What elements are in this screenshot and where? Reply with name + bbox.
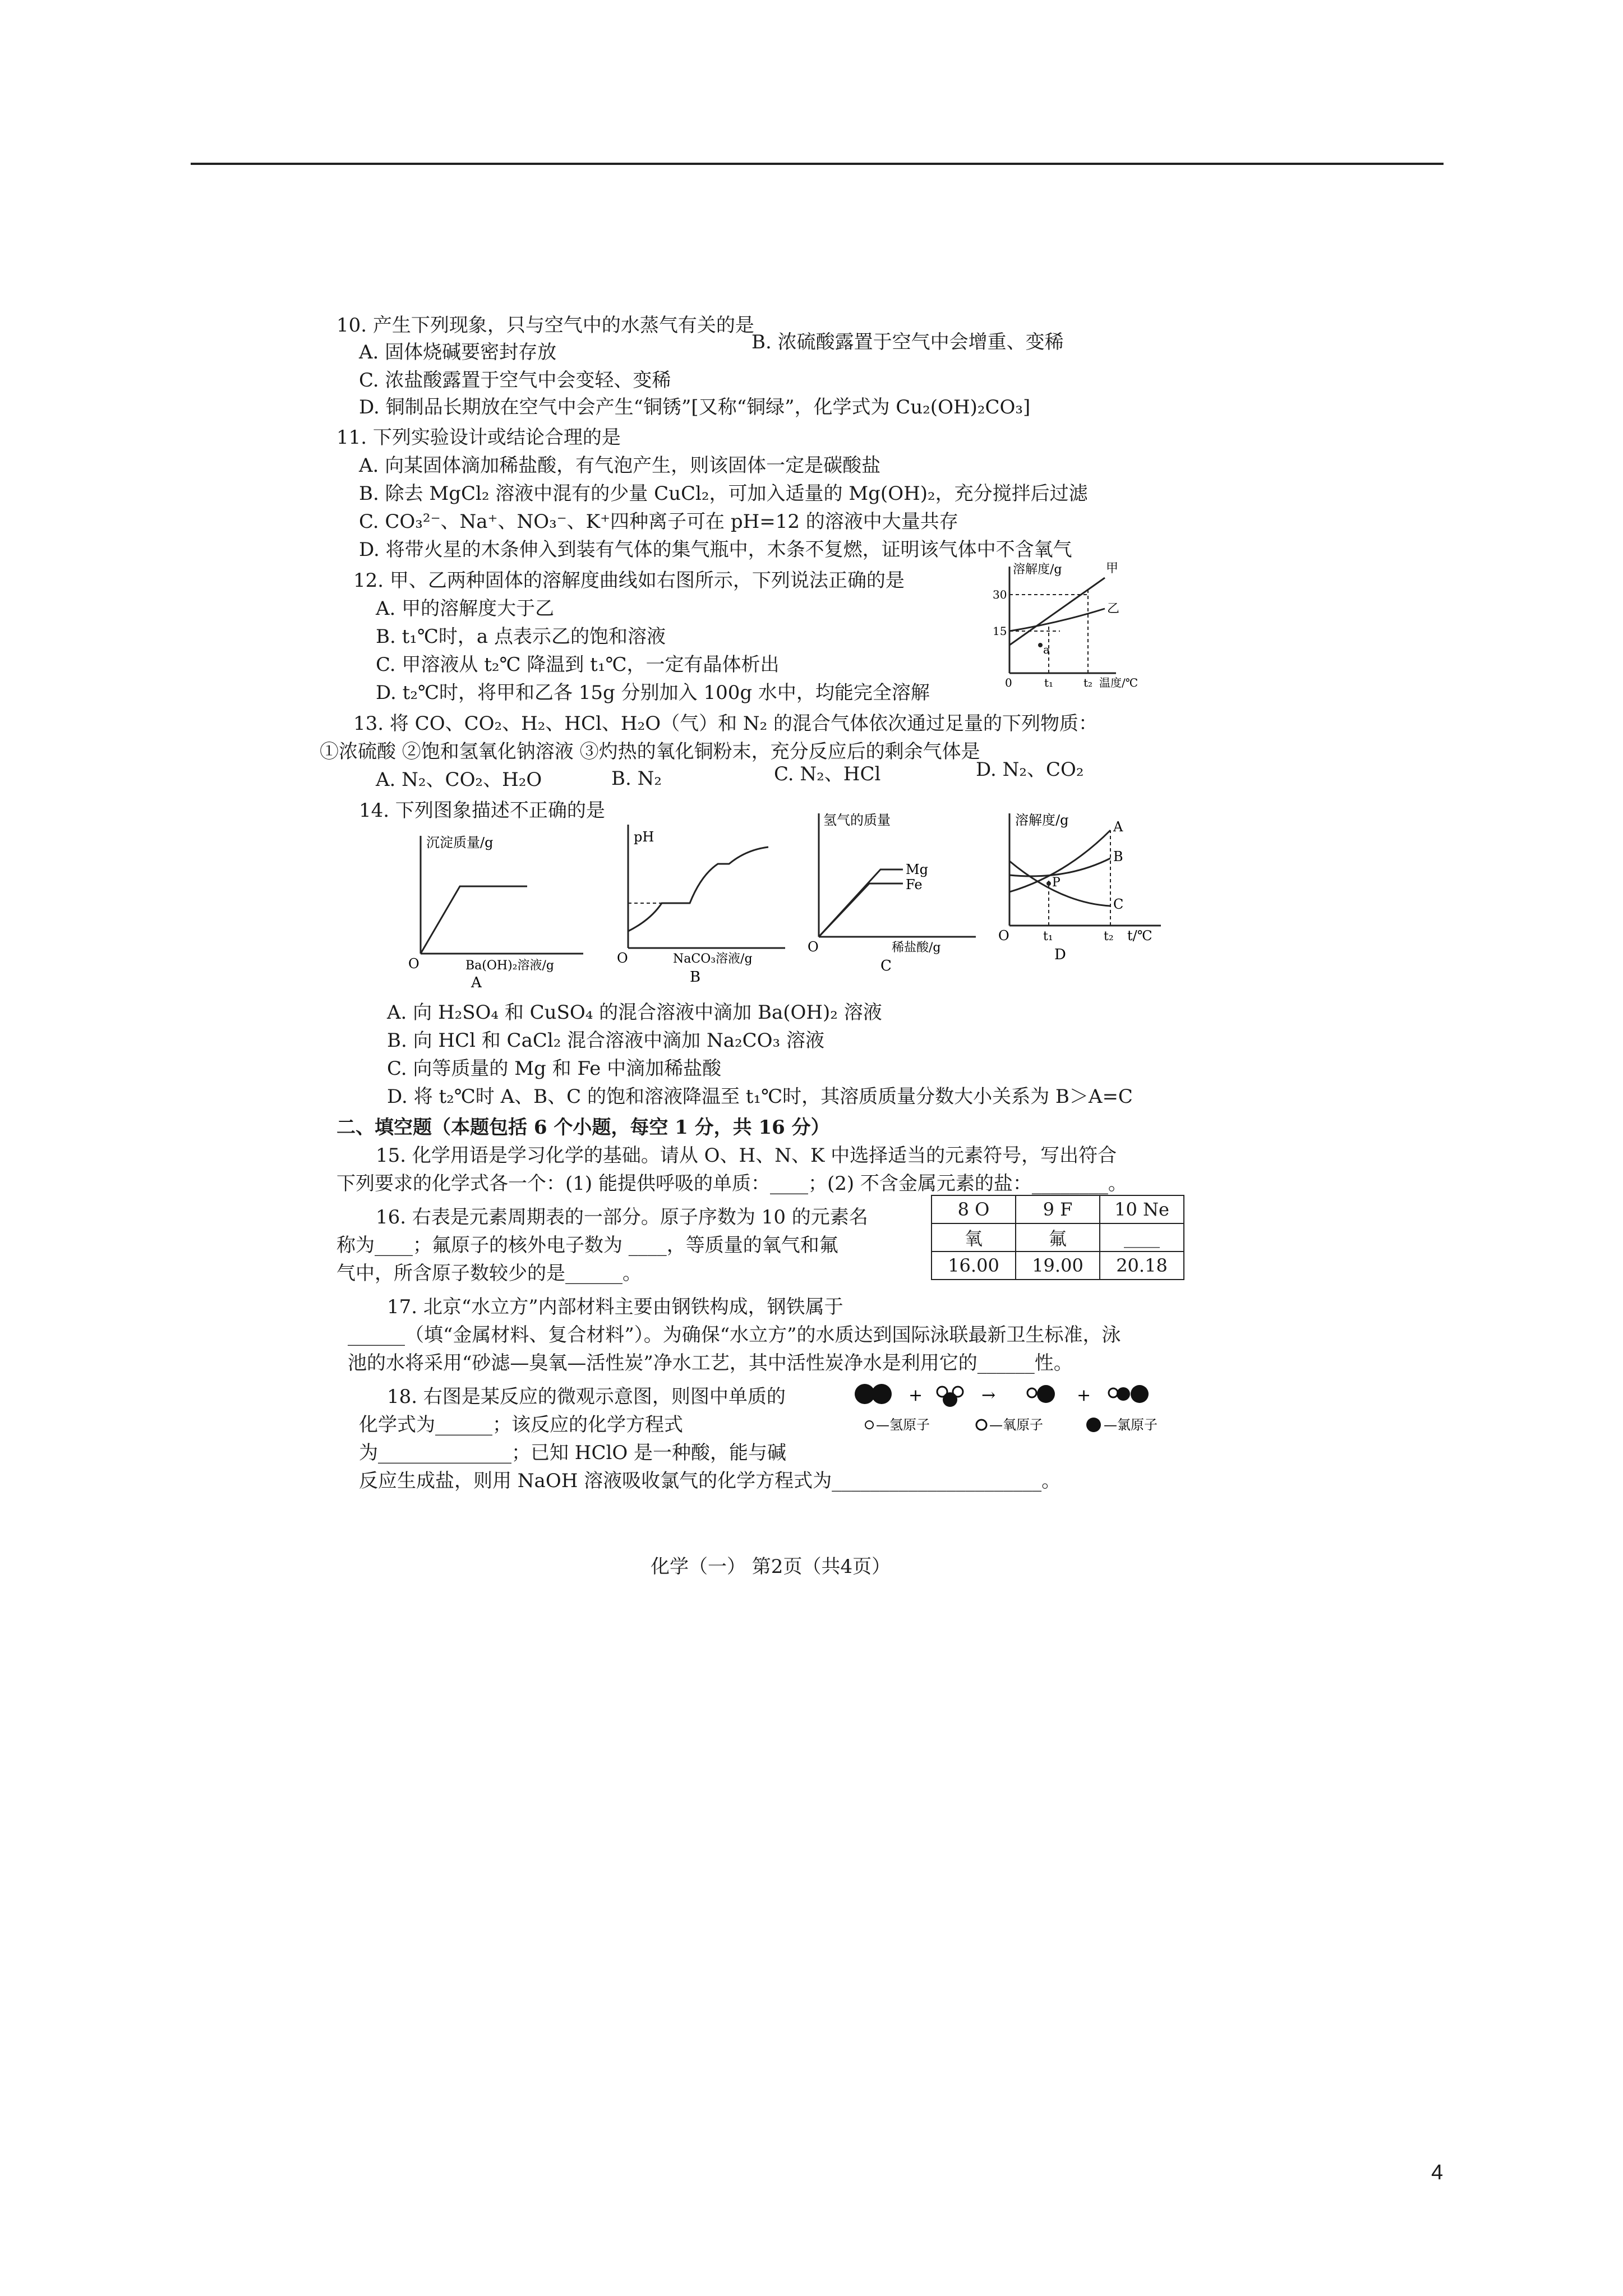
q14b-ylabel: pH	[634, 829, 654, 845]
q12-xtick-t2: t₂	[1083, 676, 1093, 689]
legend-hydrogen-icon	[865, 1421, 873, 1429]
q12-curve-jia	[1009, 578, 1105, 645]
q14c-origin: O	[808, 939, 819, 955]
q14c-fe-line	[819, 884, 903, 937]
q14c-xlabel: 稀盐酸/g	[892, 941, 941, 955]
q12-option-c: C. 甲溶液从 t₂℃ 降温到 t₁℃，一定有晶体析出	[376, 654, 780, 676]
q14a-origin: O	[408, 956, 419, 972]
q14c-ylabel: 氢气的质量	[823, 812, 891, 828]
q18-line-2: 化学式为______；该反应的化学方程式	[359, 1414, 683, 1436]
q17-line-1: 17. 北京“水立方”内部材料主要由钢铁构成，钢铁属于	[387, 1296, 843, 1318]
pt-cell-f-name: 氟	[1016, 1223, 1100, 1251]
oxygen-atom-icon	[943, 1392, 957, 1407]
q13-stem: 13. 将 CO、CO₂、H₂、HCl、H₂O（气）和 N₂ 的混合气体依次通过足量的下列物质：	[353, 712, 1098, 735]
q12-option-b: B. t₁℃时，a 点表示乙的饱和溶液	[376, 625, 666, 648]
q12-option-d: D. t₂℃时，将甲和乙各 15g 分别加入 100g 水中，均能完全溶解	[376, 682, 930, 704]
q14d-label-c: C	[1113, 896, 1124, 912]
q11-option-b: B. 除去 MgCl₂ 溶液中混有的少量 CuCl₂，可加入适量的 Mg(OH)₂，充分搅拌后过滤	[359, 482, 1088, 505]
q11-option-a: A. 向某固体滴加稀盐酸，有气泡产生，则该固体一定是碳酸盐	[359, 454, 881, 477]
q11-option-d: D. 将带火星的木条伸入到装有气体的集气瓶中，木条不复燃，证明该气体中不含氧气	[359, 539, 1072, 561]
periodic-table-fragment	[931, 1195, 1184, 1280]
q12-solubility-chart	[993, 561, 1138, 690]
q14d-point-p: P	[1052, 876, 1061, 890]
q14d-label-a: A	[1113, 819, 1123, 835]
pt-cell-ne-name: ____	[1100, 1223, 1184, 1251]
q12-label-yi: 乙	[1107, 602, 1120, 616]
q14c-label-fe: Fe	[906, 877, 923, 892]
section-2-heading: 二、填空题（本题包括 6 个小题，每空 1 分，共 16 分）	[336, 1116, 830, 1139]
q18-reaction-diagram	[852, 1377, 1211, 1439]
pt-cell-f-symbol: 9 F	[1016, 1195, 1100, 1223]
q14d-label-b: B	[1113, 849, 1123, 864]
q14a-letter: A	[471, 974, 482, 991]
q14-chart-d	[998, 808, 1166, 987]
q12-ytick-15: 15	[993, 624, 1007, 638]
page-number: 4	[1431, 2161, 1444, 2184]
q16-line-1: 16. 右表是元素周期表的一部分。原子序数为 10 的元素名	[376, 1206, 868, 1228]
q14-chart-c	[808, 808, 987, 982]
q10-option-c: C. 浓盐酸露置于空气中会变轻、变稀	[359, 369, 671, 392]
q14-option-d: D. 将 t₂℃时 A、B、C 的饱和溶液降温至 t₁℃时，其溶质质量分数大小关系为 B＞A=C	[387, 1085, 1133, 1108]
q10-option-b: B. 浓硫酸露置于空气中会增重、变稀	[751, 331, 1064, 353]
q13-option-a: A. N₂、CO₂、H₂O	[376, 769, 542, 791]
top-rule	[191, 163, 1444, 165]
pt-cell-o-name: 氧	[932, 1223, 1016, 1251]
q14c-letter: C	[880, 958, 892, 974]
q16-line-3: 气中，所含原子数较少的是______。	[336, 1262, 642, 1285]
q12-xtick-t1: t₁	[1044, 676, 1054, 689]
q13-option-b: B. N₂	[611, 767, 662, 790]
q12-point-a-label: a	[1043, 643, 1050, 656]
legend-hydrogen: —氢原子	[876, 1417, 930, 1433]
q10-option-a: A. 固体烧碱要密封存放	[359, 341, 557, 364]
q14d-xtick-t2: t₂	[1104, 930, 1114, 944]
legend-chlorine: —氯原子	[1104, 1417, 1158, 1433]
chlorine-atom-icon	[872, 1384, 892, 1404]
q14c-mg-line	[819, 869, 903, 937]
pt-cell-f-mass: 19.00	[1016, 1251, 1100, 1280]
q14-chart-b	[617, 819, 791, 987]
q12-xtick-0: 0	[1005, 676, 1012, 689]
q14b-ph-curve	[628, 847, 768, 931]
q17-line-2: ______（填“金属材料、复合材料”）。为确保“水立方”的水质达到国际泳联最新卫生标准，泳	[348, 1324, 1121, 1346]
q12-ylabel: 溶解度/g	[1013, 563, 1062, 577]
pt-cell-ne-symbol: 10 Ne	[1100, 1195, 1184, 1223]
q14b-origin: O	[617, 950, 628, 966]
q18-arrow: →	[981, 1386, 996, 1405]
q18-line-1: 18. 右图是某反应的微观示意图，则图中单质的	[387, 1386, 786, 1408]
legend-oxygen-icon	[976, 1420, 986, 1430]
q12-option-a: A. 甲的溶解度大于乙	[376, 597, 555, 620]
q12-ytick-30: 30	[993, 588, 1007, 601]
q14d-xtick-t1: t₁	[1043, 930, 1053, 944]
q14d-xlabel: t/℃	[1127, 928, 1152, 944]
q17-line-3: 池的水将采用“砂滤—臭氧—活性炭”净水工艺，其中活性炭净水是利用它的______性。	[348, 1352, 1073, 1374]
q14-stem: 14. 下列图象描述不正确的是	[359, 799, 605, 822]
legend-chlorine-icon	[1086, 1418, 1101, 1432]
pt-cell-o-mass: 16.00	[932, 1251, 1016, 1280]
q18-plus-2: +	[1077, 1386, 1091, 1405]
q12-stem: 12. 甲、乙两种固体的溶解度曲线如右图所示，下列说法正确的是	[353, 569, 905, 592]
pt-cell-o-symbol: 8 O	[932, 1195, 1016, 1223]
q15-line-1: 15. 化学用语是学习化学的基础。请从 O、H、N、K 中选择适当的元素符号，写出符合	[376, 1144, 1117, 1167]
q13-option-c: C. N₂、HCl	[774, 763, 881, 785]
q14a-ylabel: 沉淀质量/g	[426, 835, 494, 850]
q14-option-b: B. 向 HCl 和 CaCl₂ 混合溶液中滴加 Na₂CO₃ 溶液	[387, 1029, 824, 1052]
q16-line-2: 称为____；氟原子的核外电子数为 ____，等质量的氧气和氟	[336, 1234, 838, 1257]
q15-line-2: 下列要求的化学式各一个：(1) 能提供呼吸的单质：____；(2) 不含金属元素的盐：________。	[336, 1172, 1127, 1195]
q14d-origin: O	[998, 928, 1009, 944]
q14d-letter: D	[1054, 946, 1066, 963]
q14b-xlabel: NaCO₃溶液/g	[673, 952, 753, 966]
q14-option-c: C. 向等质量的 Mg 和 Fe 中滴加稀盐酸	[387, 1057, 722, 1080]
q14a-precipitate-line	[421, 886, 527, 954]
q13-option-d: D. N₂、CO₂	[976, 758, 1084, 781]
q18-line-4: 反应生成盐，则用 NaOH 溶液吸收氯气的化学方程式为______________________。	[359, 1470, 1061, 1492]
q12-label-jia: 甲	[1106, 562, 1119, 576]
q14-option-a: A. 向 H₂SO₄ 和 CuSO₄ 的混合溶液中滴加 Ba(OH)₂ 溶液	[387, 1001, 882, 1024]
q11-option-c: C. CO₃²⁻、Na⁺、NO₃⁻、K⁺四种离子可在 pH=12 的溶液中大量共存	[359, 510, 958, 533]
legend-oxygen: —氧原子	[989, 1417, 1043, 1433]
q13-stem-2: ①浓硫酸 ②饱和氢氧化钠溶液 ③灼热的氧化铜粉末，充分反应后的剩余气体是	[320, 740, 980, 763]
pt-cell-ne-mass: 20.18	[1100, 1251, 1184, 1280]
q14a-xlabel: Ba(OH)₂溶液/g	[465, 959, 554, 973]
q14d-ylabel: 溶解度/g	[1015, 812, 1069, 828]
q18-plus-1: +	[909, 1386, 923, 1405]
q14b-letter: B	[690, 969, 701, 986]
q10-stem: 10. 产生下列现象，只与空气中的水蒸气有关的是	[336, 314, 754, 337]
page-footer: 化学（一） 第2页（共4页）	[651, 1556, 891, 1578]
q18-line-3: 为______________；已知 HClO 是一种酸，能与碱	[359, 1442, 787, 1464]
q10-option-d: D. 铜制品长期放在空气中会产生“铜锈”[又称“铜绿”，化学式为 Cu₂(OH)₂CO₃]	[359, 396, 1031, 418]
q12-xlabel: 温度/℃	[1099, 676, 1138, 689]
q14-chart-a	[404, 830, 589, 991]
q11-stem: 11. 下列实验设计或结论合理的是	[336, 426, 621, 449]
q12-point-a	[1038, 643, 1043, 647]
scanned-exam-page	[314, 292, 1267, 1604]
q14c-label-mg: Mg	[906, 862, 928, 877]
